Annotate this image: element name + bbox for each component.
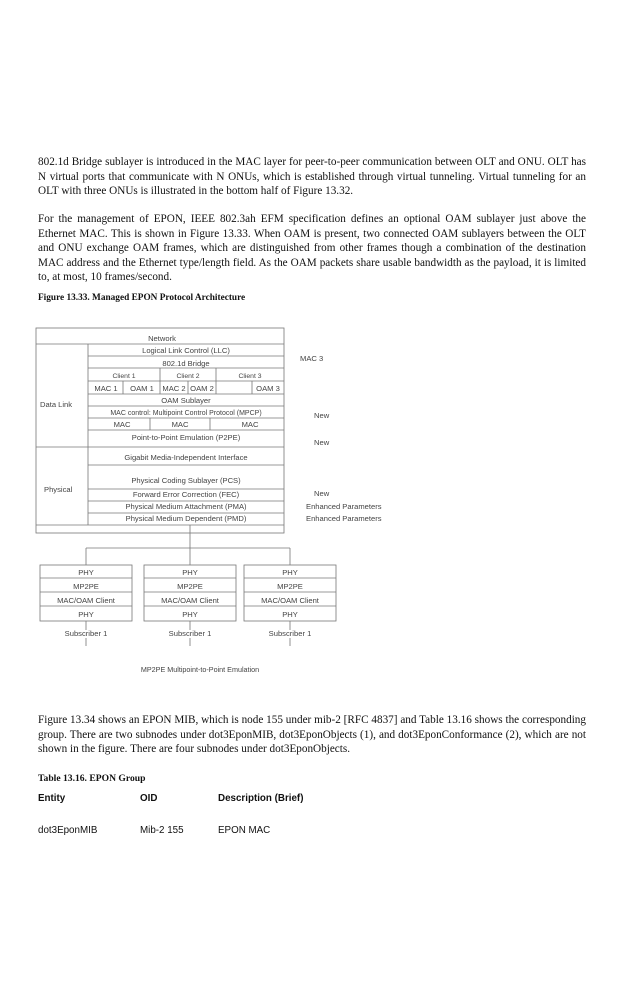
sub3-mp2pe: MP2PE [277,582,303,591]
table-cell-description: EPON MAC [218,825,271,836]
subscriber-label-3: Subscriber 1 [268,629,312,638]
fec-label: Forward Error Correction (FEC) [132,490,240,499]
table-caption: Table 13.16. EPON Group [38,773,146,784]
new-label-2: New [314,438,330,447]
sub2-client: MAC/OAM Client [161,596,219,605]
enhanced-label-1: Enhanced Parameters [306,502,382,511]
sub2-phy-top: PHY [182,568,198,577]
sub1-mp2pe: MP2PE [73,582,99,591]
table-cell-oid: Mib-2 155 [140,825,184,836]
table-header-entity: Entity [38,793,66,804]
client3-label: Client 3 [238,373,262,380]
paragraph-2: For the management of EPON, IEEE 802.3ah EFM specification defines an optional OAM sublayer just above the Ethernet MAC. This is shown in Figure 13.33. When OAM is present, two connected OAM sublayers between the OLT and ONU exchange OAM frames, which are distinguished from other frames though a combination of the destination MAC address and the Ethernet type/length field. As the OAM packets share usable bandwidth as the payload, it is limited to, at most, 10 frames/second. [38,213,586,284]
data-link-label: Data Link [40,400,73,409]
mac-label-3: MAC [241,420,259,429]
client1-label: Client 1 [112,373,136,380]
sub2-mp2pe: MP2PE [177,582,203,591]
enhanced-label-2: Enhanced Parameters [306,514,382,523]
physical-label: Physical [44,485,73,494]
client2-label: Client 2 [176,373,200,380]
oam2-label: OAM 2 [190,384,214,393]
sub3-client: MAC/OAM Client [261,596,319,605]
table-cell-entity: dot3EponMIB [38,825,98,836]
mac1-label: MAC 1 [94,384,118,393]
llc-label: Logical Link Control (LLC) [142,346,230,355]
paragraph-3: Figure 13.34 shows an EPON MIB, which is node 155 under mib-2 [RFC 4837] and Table 13.16 shows the corresponding group. There are two subnodes under dot3EponMIB, dot3EponObjects (1), and dot3EponConformance (2), which are not shown in the figure. There are four subnodes under dot3EponObjects. [38,714,586,756]
oam3-label: OAM 3 [256,384,280,393]
pcs-label: Physical Coding Sublayer (PCS) [131,476,241,485]
pma-label: Physical Medium Attachment (PMA) [125,502,247,511]
new-label-1: New [314,411,330,420]
mac2-label: MAC 2 [162,384,186,393]
oam-sublayer-label: OAM Sublayer [161,396,211,405]
mac3-label: MAC 3 [300,354,324,363]
pmd-label: Physical Medium Dependent (PMD) [125,514,247,523]
table-header-oid: OID [140,793,158,804]
sub1-phy-top: PHY [78,568,94,577]
mpcp-label: MAC control: Multipoint Control Protocol (MPCP) [110,410,262,417]
new-label-3: New [314,489,330,498]
table-header-description: Description (Brief) [218,793,304,804]
subscriber-label-1: Subscriber 1 [64,629,108,638]
sub1-phy-bottom: PHY [78,610,94,619]
network-label: Network [148,334,176,343]
mac-label-2: MAC [171,420,189,429]
sub1-client: MAC/OAM Client [57,596,115,605]
bridge-label: 802.1d Bridge [162,359,210,368]
subscriber-label-2: Subscriber 1 [168,629,212,638]
figure-caption: Figure 13.33. Managed EPON Protocol Architecture [38,293,246,303]
p2pe-label: Point-to-Point Emulation (P2PE) [131,433,241,442]
footnote-label: MP2PE Multipoint-to-Point Emulation [140,665,260,674]
sub2-phy-bottom: PHY [182,610,198,619]
gmii-label: Gigabit Media-Independent Interface [124,453,248,462]
paragraph-1: 802.1d Bridge sublayer is introduced in the MAC layer for peer-to-peer communication between OLT and ONU. OLT has N virtual ports that communicate with N ONUs, which is established through virtual tunneling. Virtual tunneling for an OLT with three ONUs is illustrated in the bottom half of Figure 13.32. [38,156,586,198]
mac-label-1: MAC [113,420,131,429]
sub3-phy-top: PHY [282,568,298,577]
epon-architecture-diagram [0,310,638,690]
sub3-phy-bottom: PHY [282,610,298,619]
oam1-label: OAM 1 [130,384,154,393]
